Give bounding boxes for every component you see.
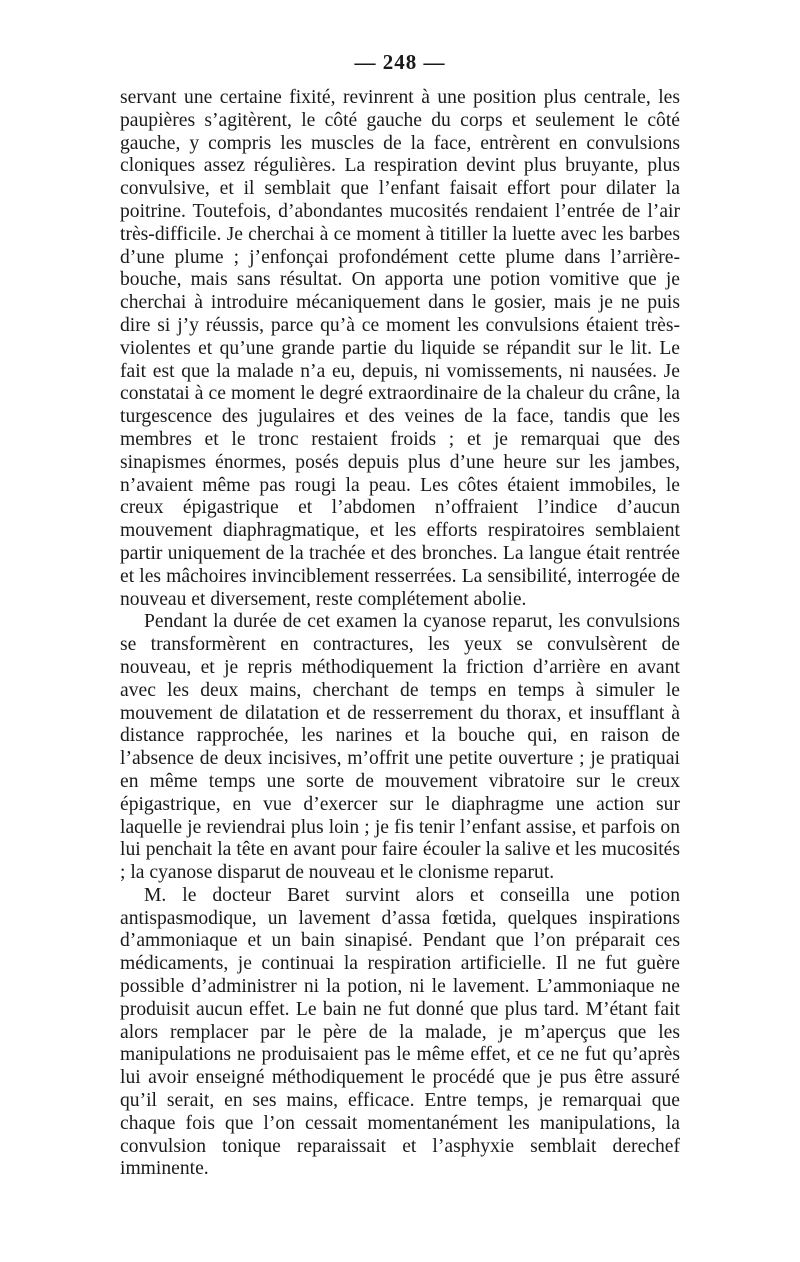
paragraph: servant une certaine fixité, revinrent à une position plus centrale, les paupières s’agitèrent, le côté gauche du corps et seulement le côté gauche, y compris les muscles de la face, entrèrent en convulsions cloniques assez régulières. La respiration devint plus bruyante, plus convulsive, et il semblait que l’enfant faisait effort pour dilater la poitrine. Toutefois, d’abondantes mucosités rendaient l’entrée de l’air très-difficile. Je cherchai à ce moment à titiller la luette avec les barbes d’une plume ; j’enfonçai profondément cette plume dans l’arrière-bouche, mais sans résultat. On apporta une potion vomitive que je cherchai à introduire mécaniquement dans le gosier, mais je ne puis dire si j’y réussis, parce qu’à ce moment les convulsions étaient très-violentes et qu’une grande partie du liquide se répandit sur le lit. Le fait est que la malade n’a eu, depuis, ni vomissements, ni nausées. Je constatai à ce moment le degré extraordinaire de la chaleur du crâne, la turgescence des jugulaires et des veines de la face, tandis que les membres et le tronc restaient froids ; et je remarquai que des sinapismes énormes, posés depuis plus d’une heure sur les jambes, n’avaient même pas rougi la peau. Les côtes étaient immobiles, le creux épigastrique et l’abdomen n’offraient l’indice d’aucun mouvement diaphragmatique, et les efforts respiratoires semblaient partir uniquement de la trachée et des bronches. La langue était rentrée et les mâchoires invinciblement resserrées. La sensibilité, interrogée de nouveau et diversement, reste complétement abolie. [120, 87, 680, 610]
page-number: — 248 — [354, 50, 446, 74]
paragraph: Pendant la durée de cet examen la cyanose reparut, les convulsions se transformèrent en contractures, les yeux se convulsèrent de nouveau, et je repris méthodiquement la friction d’arrière en avant avec les deux mains, cherchant de temps en temps à simuler le mouvement de dilatation et de resserrement du thorax, et insufflant à distance rapprochée, les narines et la bouche qui, en raison de l’absence de deux incisives, m’offrit une petite ouverture ; je pratiquai en même temps une sorte de mouvement vibratoire sur le creux épigastrique, en vue d’exercer sur le diaphragme une action sur laquelle je reviendrai plus loin ; je fis tenir l’enfant assise, et parfois on lui penchait la tête en avant pour faire écouler la salive et les mucosités ; la cyanose disparut de nouveau et le clonisme reparut. [120, 611, 680, 884]
body-text [120, 87, 680, 1181]
paragraph: M. le docteur Baret survint alors et conseilla une potion antispasmodique, un lavement d’assa fœtida, quelques inspirations d’ammoniaque et un bain sinapisé. Pendant que l’on préparait ces médicaments, je continuai la respiration artificielle. Il ne fut guère possible d’administrer ni la potion, ni le lavement. L’ammoniaque ne produisit aucun effet. Le bain ne fut donné que plus tard. M’étant fait alors remplacer par le père de la malade, je m’aperçus que les manipulations ne produisaient pas le même effet, et ce ne fut qu’après lui avoir enseigné méthodiquement le procédé que je pus être assuré qu’il serait, en ses mains, efficace. Entre temps, je remarquai que chaque fois que l’on cessait momentanément les manipulations, la convulsion tonique reparaissait et l’asphyxie semblait derechef imminente. [120, 884, 680, 1180]
